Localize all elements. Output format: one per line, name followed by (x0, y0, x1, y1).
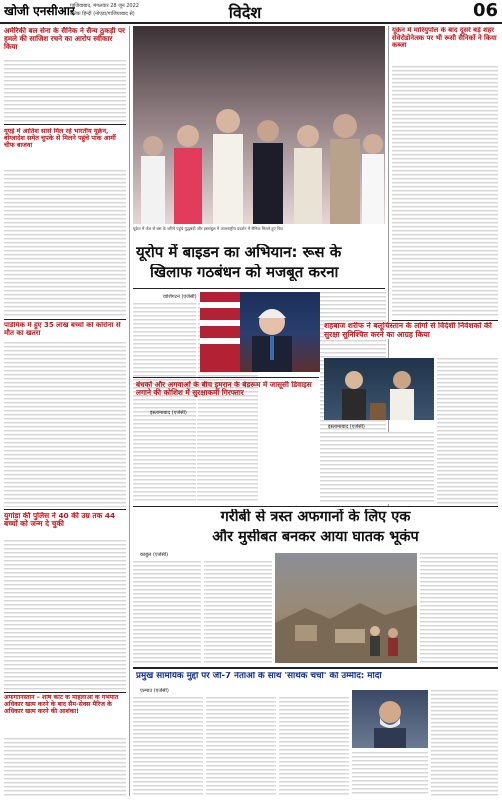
afghan-byline: काबुल (एजेंसी) (140, 552, 169, 558)
top-photo-illustration (133, 26, 385, 224)
main-headline-line2: खिलाफ गठबंधन को मजबूत करना (150, 264, 339, 281)
divider (392, 320, 498, 321)
divider (4, 509, 126, 510)
main-byline: वाशिंगटन (एजेंसी) (163, 294, 197, 300)
sub-byline: इस्लामाबाद (एजेंसी) (150, 410, 187, 416)
sub-article-col2 (197, 419, 257, 503)
bottom-article-col2 (206, 697, 276, 796)
sub-headline: बंधकों और अगवाओं के बीच इमरान के बेडरूम में जासूसी डिवाइस लगाने की कोशिश में सुरक्षाकर्मी गिरफ्तार (136, 381, 312, 398)
masthead-info (70, 2, 190, 18)
page-number: 06 (472, 0, 498, 21)
date-line: गाजियाबाद, मंगलवार 28 जून 2022 (70, 3, 139, 9)
divider (133, 288, 385, 289)
left-headline-5: अफगानिस्तान – शीर्ष कोर्ट के महिलाओं के गर्भपात अधिकार खत्म करने के बाद सैम-सेक्स मैरिज के अधिकार खत्म करने की आशंका! (4, 695, 119, 715)
left-article-4-body (4, 540, 126, 690)
newspaper-logo: खोजी एनसीआर (4, 4, 75, 18)
column-divider (129, 26, 130, 796)
left-article-1-body (4, 60, 126, 122)
edition-line: दैनिक हिन्दी (नोएडा/गाजियाबाद से) (70, 11, 135, 17)
modi-photo-illustration (352, 690, 428, 748)
sub-article-col1 (133, 419, 195, 503)
left-headline-1: अमेरिकी बल सेना के सैनिक ने सैन्य ठुकड़ी पर हमले की साजिश रचने का आरोप स्वीकार किया (4, 27, 125, 52)
modi-photo (352, 690, 428, 748)
divider (4, 319, 126, 320)
bottom-article-col5 (431, 690, 498, 796)
top-photo-caption: यूक्रेन में जेल से बस के जरिये पहुंचे युद्धबंदी और इस्तांबुल में अंतरराष्ट्रीय प्रदर्शन में सैनिक मिलते हुए चित्र (133, 226, 283, 231)
left-headline-4: युगांडा की पुलिस ने 40 की उम्र तक 44 बच्चों को जन्म दे चुकी (4, 512, 116, 529)
divider (4, 124, 126, 125)
shehbaz-photo (324, 358, 434, 420)
top-photo (133, 26, 385, 224)
side-headline: शहबाज शरीफ ने बलूचिस्तान के लोगों से विदेशी निवेशकों की सुरक्षा सुनिश्चित करने का आग्रह किया (324, 322, 498, 339)
divider (133, 506, 498, 507)
afghan-article-col1 (133, 561, 201, 663)
afghan-headline-line2: और मुसीबत बनकर आया घातक भूकंप (212, 529, 419, 545)
divider (133, 377, 319, 378)
left-article-3-body (4, 342, 126, 507)
left-article-2-body (4, 170, 126, 317)
left-article-5-body (4, 738, 126, 796)
main-headline-line1: यूरोप में बाइडन का अभियान: रूस के (136, 244, 342, 261)
section-title: विदेश (228, 3, 262, 21)
divider (133, 667, 498, 669)
earthquake-photo-illustration (275, 553, 417, 663)
side-byline: इस्लामाबाद (एजेंसी) (328, 424, 365, 430)
earthquake-photo (275, 553, 417, 663)
side-article-col2 (380, 432, 434, 504)
side-article-col1 (324, 432, 378, 504)
bottom-article-col4 (352, 752, 428, 796)
right-article-1-body (392, 66, 498, 318)
side-article-col3 (437, 358, 498, 504)
shehbaz-photo-illustration (324, 358, 434, 420)
afghan-article-col3 (420, 553, 498, 663)
bottom-article-col1 (133, 697, 203, 796)
divider (4, 692, 126, 693)
biden-photo (200, 292, 320, 372)
biden-photo-illustration (200, 292, 320, 372)
bottom-headline: प्रमुख सामयिक मुद्दों पर जी-7 नेताओं के साथ 'सार्थक चर्चा' की उम्मीद: मोदी (136, 672, 382, 681)
afghan-article-col2 (204, 561, 272, 663)
left-headline-2: यूएई में आतिश सार्से मिल रहे भारतीय यूक्रेन, बांग्लादेश समेत चुपके से मिलने पहुंचे पाक आर्मी चीफ बाजवा (4, 128, 116, 150)
bottom-byline: एल्माउ (एजेंसी) (140, 688, 169, 694)
right-headline-1: यूक्रेन में मारियुपोल के बाद दूसरे बड़े शहर सेवेरोडोनेत्स्क पर भी रूसी सैनिकों ने किया कब्जा (392, 27, 497, 50)
bottom-article-col3 (279, 697, 349, 796)
afghan-headline-line1: गरीबी से त्रस्त अफगानों के लिए एक (220, 509, 411, 525)
left-headline-3: पांडेमिक में हुए 35 लाख बच्चों को कोरोना से मौत का खतरा (4, 322, 121, 337)
